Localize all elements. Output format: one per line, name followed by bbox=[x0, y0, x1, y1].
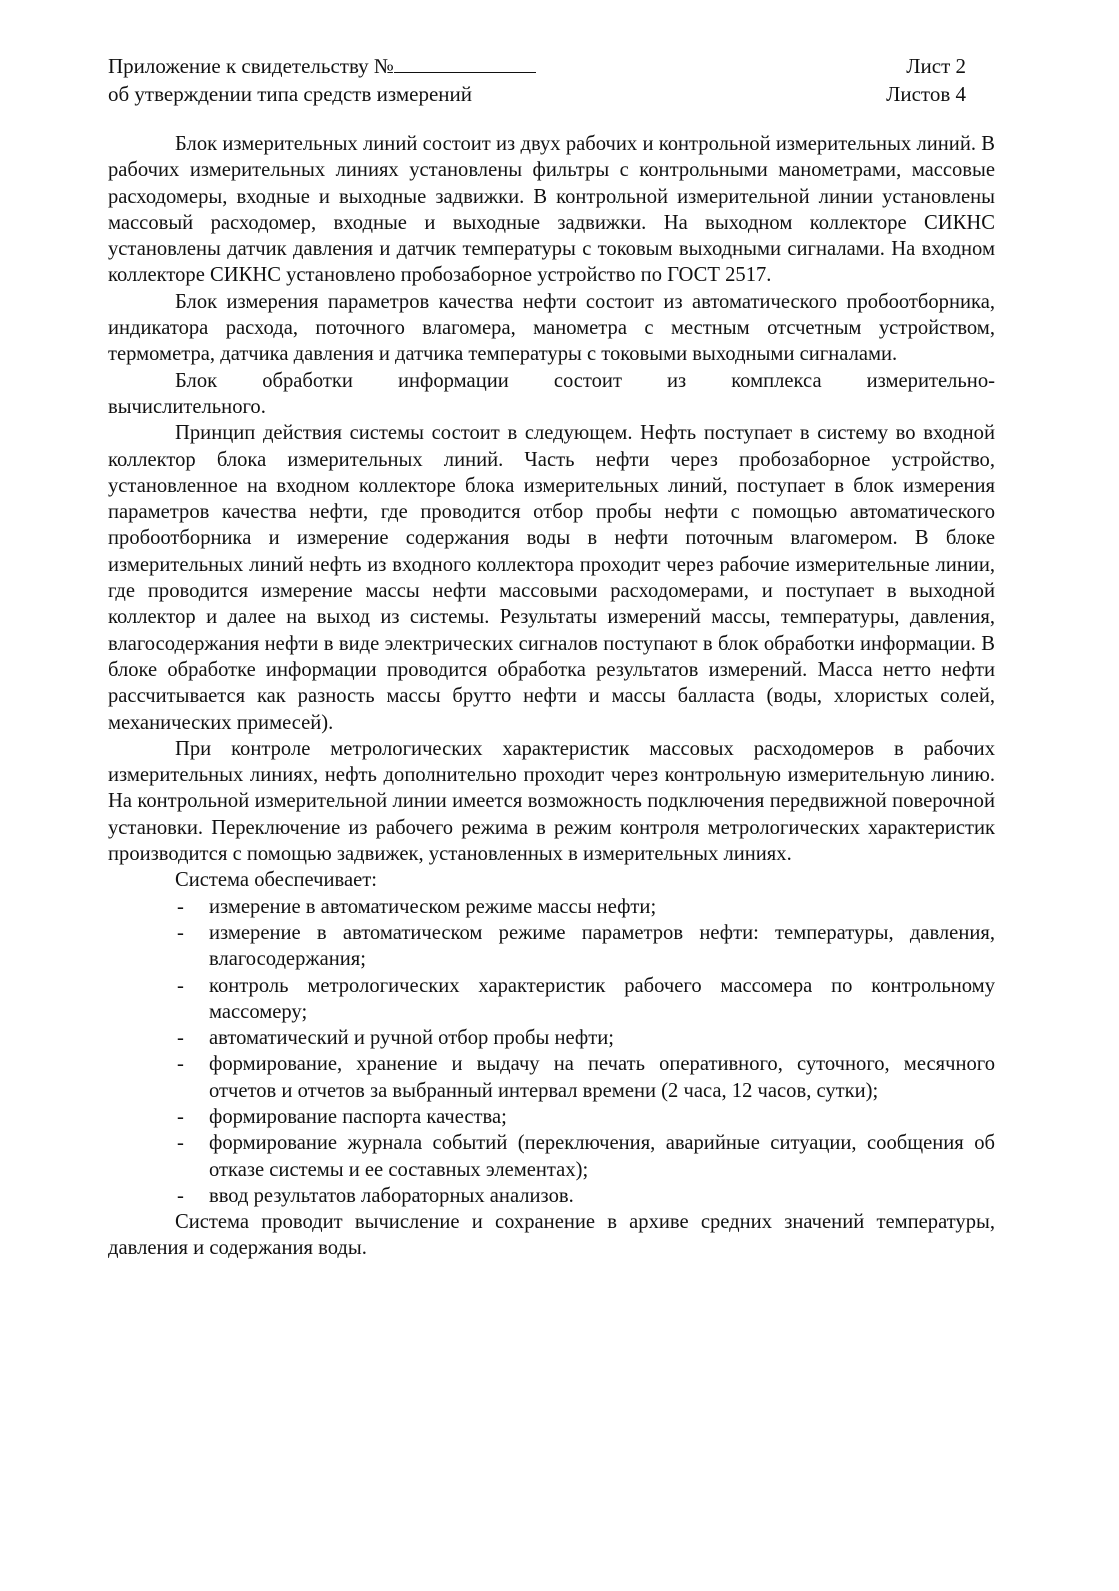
list-dash: - bbox=[177, 974, 184, 997]
list-item-text: измерение в автоматическом режиме массы нефти; bbox=[209, 895, 657, 918]
list-item-text: ввод результатов лабораторных анализов. bbox=[209, 1184, 574, 1207]
paragraph-metrology-control: При контроле метрологических характеристик массовых расходомеров в рабочих измерительных линиях, нефть дополнительно проходит через контрольную измерительную линию. На контрольной измерительной линии имеется возможность подключения передвижной поверочной установки. Переключение из рабочего режима в режим контроля метрологических характеристик производится с помощью задвижек, установленных в измерительных линиях. bbox=[108, 737, 995, 866]
list-item-text: измерение в автоматическом режиме параметров нефти: температуры, давления, влагосодержания; bbox=[209, 921, 995, 971]
paragraph-measuring-lines: Блок измерительных линий состоит из двух рабочих и контрольной измерительных линий. В рабочих измерительных линиях установлены фильтры с контрольными манометрами, массовые расходомеры, входные и выходные задвижки. В контрольной измерительной линии установлены массовый расходомер, входные и выходные задвижки. На выходном коллекторе СИКНС установлены датчик давления и датчик температуры с токовым выходными сигналами. На входном коллекторе СИКНС установлено пробозаборное устройство по ГОСТ 2517. bbox=[108, 133, 995, 287]
paragraph-operating-principle: Принцип действия системы состоит в следующем. Нефть поступает в систему во входной коллектор блока измерительных линий. Часть нефти через пробозаборное устройство, установленное на входном коллекторе блока измерительных линий, поступает в блок измерения параметров качества нефти, где проводится отбор пробы нефти с помощью автоматического пробоотборника и измерение содержания воды в нефти поточным влагомером. В блоке измерительных линий нефть из входного коллектора проходит через рабочие измерительные линии, где проводится измерение массы нефти массовыми расходомерами, и поступает в выходной коллектор и далее на выход из системы. Результаты измерений массы, температуры, давления, влагосодержания нефти в виде электрических сигналов поступают в блок обработки информации. В блоке обработке информации проводится обработка результатов измерений. Масса нетто нефти рассчитывается как разность массы брутто нефти и массы балласта (воды, хлористых солей, механических примесей). bbox=[108, 422, 995, 734]
header-approval-text: об утверждении типа средств измерений bbox=[108, 82, 473, 106]
list-dash: - bbox=[177, 1027, 184, 1050]
system-functions-list bbox=[108, 894, 995, 1210]
list-dash: - bbox=[177, 895, 184, 918]
paragraph-archive: Система проводит вычисление и сохранение в архиве средних значений температуры, давления и содержания воды. bbox=[108, 1211, 995, 1260]
list-item bbox=[108, 1183, 995, 1209]
paragraph-processing-block-line1: Блок обработки информации состоит из комплекса измерительно- bbox=[175, 369, 995, 392]
list-dash: - bbox=[177, 1105, 184, 1128]
list-item bbox=[108, 1025, 995, 1051]
list-item bbox=[108, 920, 995, 973]
list-item-text: формирование, хранение и выдачу на печать оперативного, суточного, месячного отчетов и отчетов за выбранный интервал времени (2 часа, 12 часов, сутки); bbox=[209, 1053, 995, 1102]
list-item-text: формирование журнала событий (переключения, аварийные ситуации, сообщения об отказе системы и ее составных элементах); bbox=[209, 1132, 995, 1181]
list-item bbox=[108, 1104, 995, 1130]
document-body bbox=[108, 131, 995, 1262]
list-item-text: контроль метрологических характеристик рабочего массомера по контрольному массомеру; bbox=[209, 974, 995, 1023]
header-sheet-count: Листов 4 bbox=[886, 82, 966, 106]
header-certificate-line bbox=[108, 52, 536, 80]
header-certificate-text: Приложение к свидетельству № bbox=[108, 54, 394, 78]
list-item bbox=[108, 1051, 995, 1104]
list-item bbox=[108, 894, 995, 920]
list-item-text: автоматический и ручной отбор пробы нефти; bbox=[209, 1027, 615, 1050]
paragraph-system-provides: Система обеспечивает: bbox=[175, 869, 377, 892]
list-item bbox=[108, 1130, 995, 1183]
header-row-1 bbox=[108, 52, 966, 80]
page-header bbox=[108, 52, 966, 108]
list-dash: - bbox=[177, 921, 184, 944]
list-item-text: формирование паспорта качества; bbox=[209, 1105, 507, 1128]
certificate-number-blank bbox=[394, 54, 536, 73]
list-item bbox=[108, 973, 995, 1026]
list-dash: - bbox=[177, 1053, 184, 1076]
header-sheet-number: Лист 2 bbox=[906, 54, 966, 78]
header-row-2 bbox=[108, 80, 966, 108]
paragraph-processing-block-line2: вычислительного. bbox=[108, 395, 266, 418]
paragraph-quality-block: Блок измерения параметров качества нефти состоит из автоматического пробоотборника, индикатора расхода, поточного влагомера, манометра с местным отсчетным устройством, термометра, датчика давления и датчика температуры с токовыми выходными сигналами. bbox=[108, 290, 995, 366]
list-dash: - bbox=[177, 1132, 184, 1155]
list-dash: - bbox=[177, 1184, 184, 1207]
